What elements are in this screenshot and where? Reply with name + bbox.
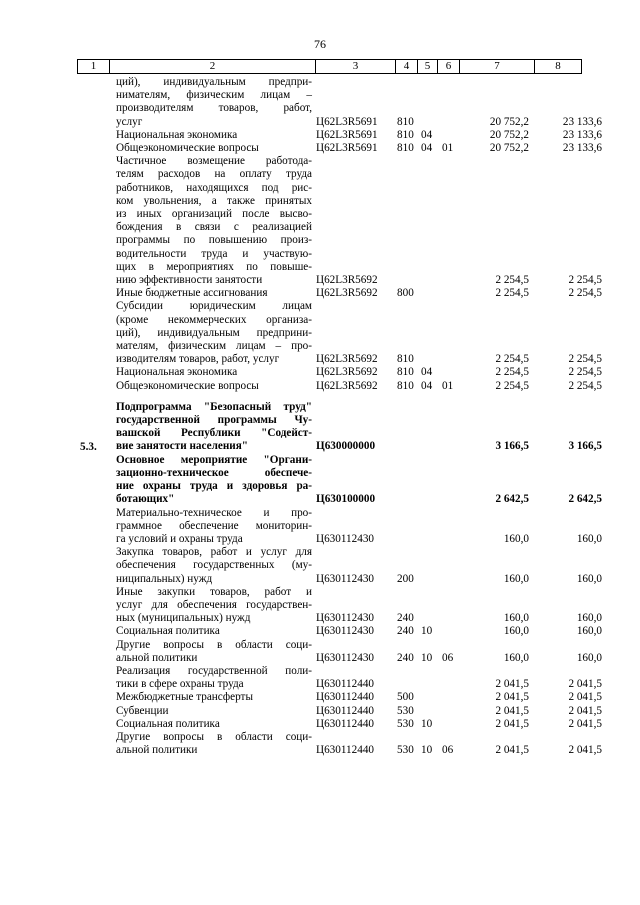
row-name [116, 142, 312, 155]
target-article: Ц62L3R5692 [316, 274, 378, 287]
table-row [0, 546, 640, 586]
amount-2021: 3 166,5 [568, 440, 602, 453]
row-name-line: ком увольнения, а также принятых [116, 194, 312, 207]
amount-2020: 20 752,2 [489, 115, 529, 128]
row-name-line: Национальная экономика [116, 366, 238, 379]
row-name [116, 731, 312, 757]
row-name-line: работников, находящихся под рис- [116, 181, 312, 194]
amount-2020: 2 254,5 [495, 366, 529, 379]
amount-2020: 2 041,5 [495, 691, 529, 704]
row-name-line: Иные закупки товаров, работ и [116, 585, 312, 598]
section: 10 [421, 744, 433, 757]
amount-2021: 2 041,5 [568, 691, 602, 704]
header-cell: 7 [460, 60, 535, 73]
target-article: Ц630112440 [316, 717, 375, 730]
row-name [116, 287, 312, 300]
header-cell: 6 [438, 60, 460, 73]
table-row [0, 691, 640, 704]
table-row [0, 401, 640, 454]
target-article: Ц630112430 [316, 572, 375, 585]
amount-2021: 2 041,5 [568, 744, 602, 757]
expense-type: 530 [397, 717, 414, 730]
row-name [116, 366, 312, 379]
row-name [116, 380, 312, 393]
table-row [0, 155, 640, 287]
row-name-line: Социальная политика [116, 717, 220, 730]
header-cell: 3 [316, 60, 396, 73]
section: 10 [421, 717, 433, 730]
amount-2021: 160,0 [576, 532, 602, 545]
row-name-line: нимателям, физическим лицам – [116, 89, 312, 102]
expense-type: 530 [397, 744, 414, 757]
row-name-line: телям расходов на оплату труда [116, 168, 312, 181]
row-name-line: ций), индивидуальным предприни- [116, 326, 312, 339]
row-name [116, 705, 312, 718]
amount-2021: 2 642,5 [568, 493, 602, 506]
section: 04 [421, 128, 433, 141]
row-name-line: бождения в связи с реализацией [116, 221, 312, 234]
target-article: Ц630112440 [316, 704, 375, 717]
amount-2021: 2 041,5 [568, 704, 602, 717]
row-name-line: из иных организаций после высво- [116, 208, 312, 221]
row-name [116, 546, 312, 586]
header-cell: 4 [396, 60, 418, 73]
row-spacer [0, 393, 640, 401]
row-name-line: ниципальных) нужд [116, 572, 213, 585]
row-name-line: производителям товаров, работ, [116, 102, 312, 115]
row-name-line: (кроме некоммерческих организа- [116, 313, 312, 326]
expense-type: 810 [397, 128, 414, 141]
header-cell: 8 [555, 60, 561, 72]
row-name-line: зационно-техническое обеспече- [116, 466, 312, 479]
target-article: Ц630112430 [316, 532, 375, 545]
row-name-line: альной политики [116, 651, 198, 664]
expense-type: 500 [397, 691, 414, 704]
row-name-line: ных (муниципальных) нужд [116, 612, 251, 625]
target-article: Ц62L3R5692 [316, 366, 378, 379]
row-name-line: государственной программы Чу- [116, 414, 312, 427]
row-name-line: щих в мероприятиях по повыше- [116, 260, 312, 273]
amount-2020: 160,0 [503, 625, 529, 638]
amount-2020: 2 254,5 [495, 287, 529, 300]
amount-2021: 2 254,5 [568, 287, 602, 300]
page-number: 76 [314, 37, 326, 51]
row-name [116, 300, 312, 366]
expense-type: 240 [397, 651, 414, 664]
amount-2020: 2 041,5 [495, 717, 529, 730]
row-name-line: Общеэкономические вопросы [116, 142, 259, 155]
expense-type: 200 [397, 572, 414, 585]
row-name [116, 718, 312, 731]
target-article: Ц630112430 [316, 612, 375, 625]
row-name-line: вие занятости населения" [116, 440, 248, 453]
amount-2021: 23 133,6 [562, 115, 602, 128]
row-name-line: ций), индивидуальным предпри- [116, 76, 312, 88]
row-name-line: альной политики [116, 744, 198, 757]
subsection: 01 [442, 142, 454, 155]
expense-type: 240 [397, 612, 414, 625]
amount-2021: 160,0 [576, 612, 602, 625]
row-name-line: граммное обеспечение мониторин- [116, 519, 312, 532]
row-name [116, 639, 312, 665]
section: 10 [421, 625, 433, 638]
row-name-line: обеспечения государственных (му- [116, 559, 312, 572]
target-article: Ц62L3R5692 [316, 379, 378, 392]
row-name-line: ние охраны труда и здоровья ра- [116, 480, 312, 493]
row-name-line: вашской Республики "Содейст- [116, 427, 312, 440]
row-name-line: услуг для обеспечения государствен- [116, 598, 312, 611]
table-row [0, 300, 640, 366]
amount-2021: 160,0 [576, 651, 602, 664]
table-row [0, 731, 640, 757]
table-row [0, 718, 640, 731]
table-row [0, 705, 640, 718]
row-name-line: Субсидии юридическим лицам [116, 300, 312, 313]
target-article: Ц630112440 [316, 678, 375, 691]
target-article: Ц630112430 [316, 651, 375, 664]
budget-table-body [0, 76, 640, 757]
row-name-line: га условий и охраны труда [116, 532, 243, 545]
expense-type: 530 [397, 704, 414, 717]
row-name-line: Частичное возмещение работода- [116, 155, 312, 168]
row-name-line: ботающих" [116, 493, 175, 506]
table-row [0, 287, 640, 300]
row-name-line: Общеэкономические вопросы [116, 379, 259, 392]
expense-type: 810 [397, 379, 414, 392]
amount-2021: 160,0 [576, 572, 602, 585]
row-name [116, 507, 312, 547]
expense-type: 810 [397, 353, 414, 366]
target-article: Ц62L3R5692 [316, 287, 378, 300]
row-name-line: Другие вопросы в области соци- [116, 730, 312, 743]
row-name-line: услуг [116, 115, 143, 128]
row-name-line: Иные бюджетные ассигнования [116, 287, 268, 300]
section: 10 [421, 651, 433, 664]
subsection: 06 [442, 744, 454, 757]
amount-2021: 160,0 [576, 625, 602, 638]
row-name [116, 625, 312, 638]
amount-2020: 3 166,5 [495, 440, 529, 453]
table-header [77, 59, 582, 74]
row-name [116, 76, 312, 129]
amount-2020: 160,0 [503, 612, 529, 625]
target-article: Ц62L3R5692 [316, 353, 378, 366]
row-name [116, 691, 312, 704]
target-article: Ц630112430 [316, 625, 375, 638]
amount-2020: 2 254,5 [495, 379, 529, 392]
expense-type: 800 [397, 287, 414, 300]
row-name-line: программы по повышению произ- [116, 234, 312, 247]
row-name-line: Субвенции [116, 704, 169, 717]
amount-2020: 160,0 [503, 532, 529, 545]
header-cell: 1 [78, 60, 110, 73]
row-name-line: Национальная экономика [116, 128, 238, 141]
amount-2021: 2 254,5 [568, 366, 602, 379]
section: 04 [421, 142, 433, 155]
amount-2020: 160,0 [503, 651, 529, 664]
target-article: Ц630112440 [316, 691, 375, 704]
table-row [0, 454, 640, 507]
table-row [0, 76, 640, 129]
row-name-line: Основное мероприятие "Органи- [116, 453, 312, 466]
amount-2020: 20 752,2 [489, 142, 529, 155]
table-row [0, 586, 640, 626]
row-name [116, 665, 312, 691]
amount-2020: 2 041,5 [495, 704, 529, 717]
row-name-line: Другие вопросы в области соци- [116, 638, 312, 651]
amount-2020: 2 041,5 [495, 678, 529, 691]
table-row [0, 129, 640, 142]
target-article: Ц62L3R5691 [316, 128, 378, 141]
row-name-line: Подпрограмма "Безопасный труд" [116, 400, 312, 413]
table-row [0, 507, 640, 547]
target-article: Ц630112440 [316, 744, 375, 757]
section: 04 [421, 366, 433, 379]
row-name [116, 155, 312, 287]
target-article: Ц630000000 [316, 440, 376, 453]
row-name [116, 129, 312, 142]
row-name [116, 454, 312, 507]
amount-2021: 2 254,5 [568, 353, 602, 366]
row-name-line: тики в сфере охраны труда [116, 678, 244, 691]
row-name-line: Реализация государственной поли- [116, 664, 312, 677]
row-name [116, 586, 312, 626]
row-number: 5.3. [80, 440, 97, 453]
row-name-line: Социальная политика [116, 625, 220, 638]
row-name-line: Межбюджетные трансферты [116, 691, 253, 704]
table-row [0, 665, 640, 691]
table-row [0, 366, 640, 379]
expense-type: 810 [397, 115, 414, 128]
amount-2021: 2 254,5 [568, 274, 602, 287]
row-name-line: мателям, физическим лицам – про- [116, 340, 312, 353]
amount-2021: 2 041,5 [568, 678, 602, 691]
amount-2020: 2 642,5 [495, 493, 529, 506]
expense-type: 810 [397, 142, 414, 155]
section: 04 [421, 379, 433, 392]
amount-2020: 2 254,5 [495, 353, 529, 366]
target-article: Ц62L3R5691 [316, 115, 378, 128]
table-row [0, 380, 640, 393]
row-name-line: нию эффективности занятости [116, 274, 263, 287]
header-cell: 2 [110, 60, 316, 73]
subsection: 01 [442, 379, 454, 392]
table-row [0, 142, 640, 155]
row-name-line: водительности труда и участвую- [116, 247, 312, 260]
amount-2021: 2 041,5 [568, 717, 602, 730]
row-name-line: Материально-техническое и про- [116, 506, 312, 519]
target-article: Ц630100000 [316, 493, 376, 506]
row-name-line: Закупка товаров, работ и услуг для [116, 546, 312, 559]
expense-type: 810 [397, 366, 414, 379]
amount-2020: 2 254,5 [495, 274, 529, 287]
amount-2021: 2 254,5 [568, 379, 602, 392]
target-article: Ц62L3R5691 [316, 142, 378, 155]
header-cell: 5 [418, 60, 438, 73]
amount-2020: 160,0 [503, 572, 529, 585]
row-name [116, 401, 312, 454]
expense-type: 240 [397, 625, 414, 638]
subsection: 06 [442, 651, 454, 664]
amount-2020: 20 752,2 [489, 128, 529, 141]
table-row [0, 625, 640, 638]
table-row [0, 639, 640, 665]
amount-2021: 23 133,6 [562, 142, 602, 155]
amount-2021: 23 133,6 [562, 128, 602, 141]
amount-2020: 2 041,5 [495, 744, 529, 757]
row-name-line: изводителям товаров, работ, услуг [116, 353, 280, 366]
